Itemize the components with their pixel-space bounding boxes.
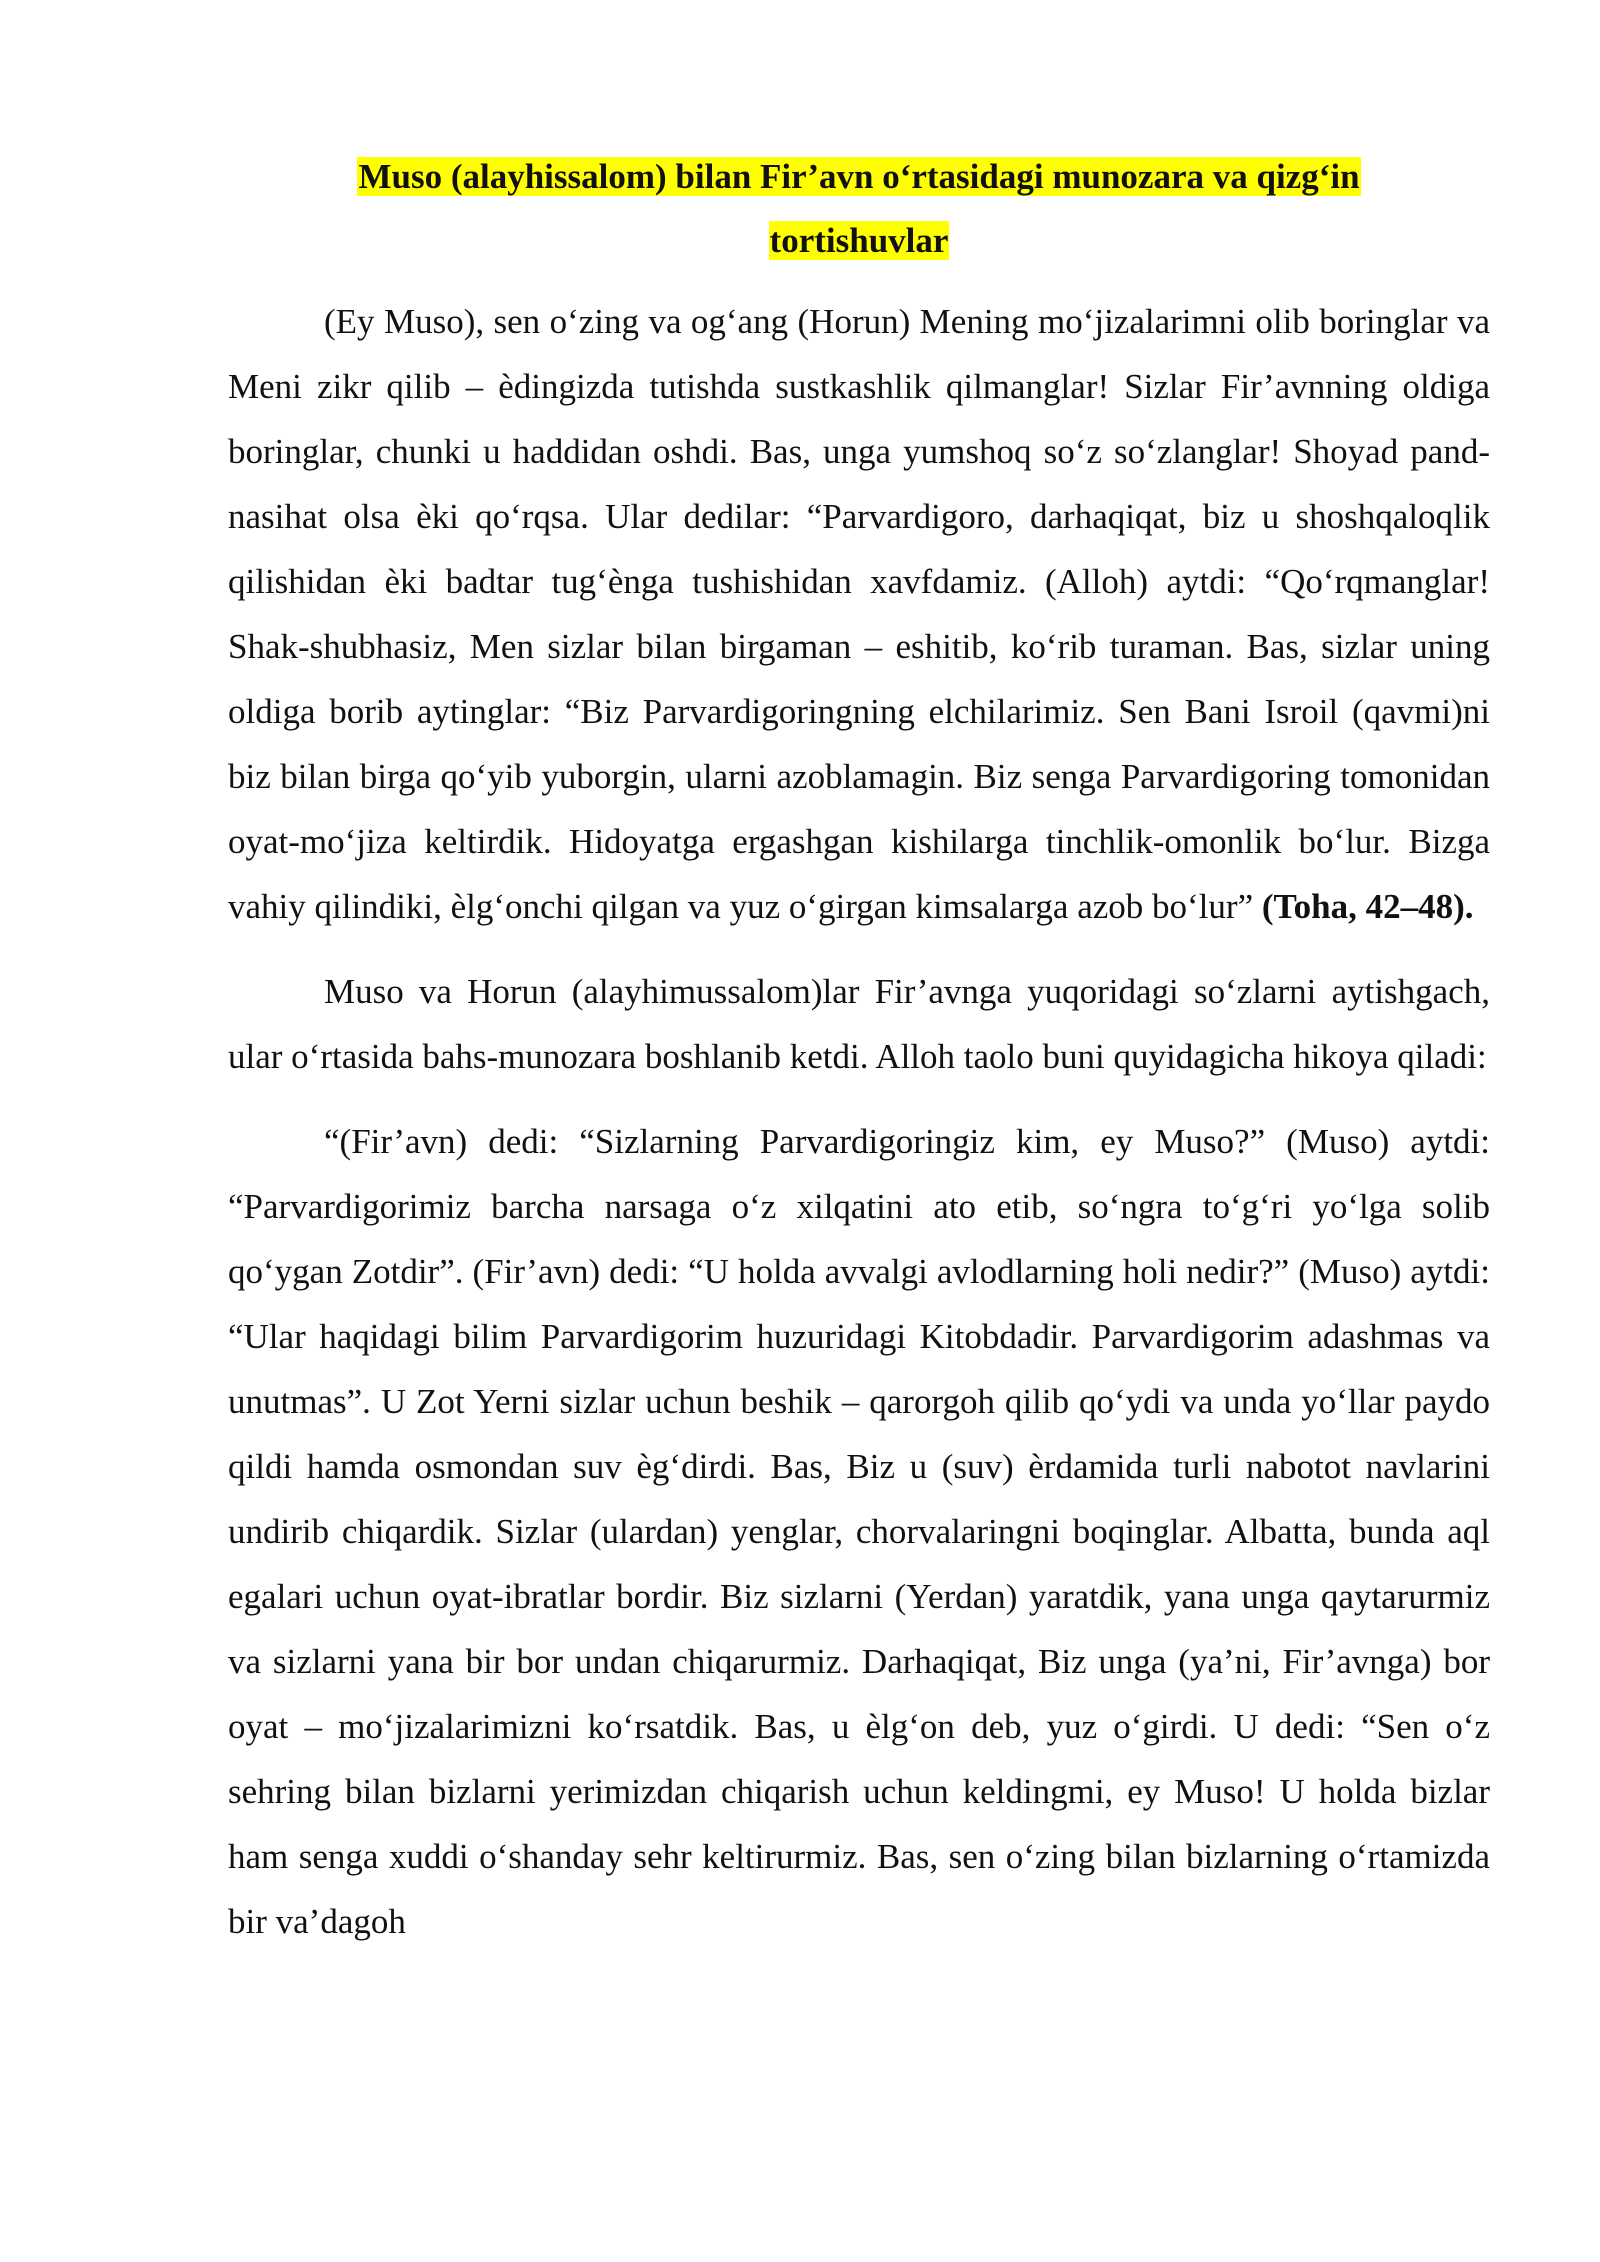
title-line-1: Muso (alayhissalom) bilan Fir’avn o‘rtasidagi munozara va qizg‘in — [358, 157, 1360, 196]
paragraph-3-text: “(Fir’avn) dedi: “Sizlarning Parvardigoringiz kim, ey Muso?” (Muso) aytdi: “Parvardigorimiz barcha narsaga o‘z xilqatini ato etib, so‘ngra to‘g‘ri yo‘lga solib qo‘ygan Zotdir”. (Fir’avn) dedi: “U holda avvalgi avlodlarning holi nedir?” (Muso) aytdi: “Ular haqidagi bilim Parvardigorim huzuridagi Kitobdadir. Parvardigorim adashmas va unutmas”. U Zot Yerni sizlar uchun beshik – qarorgoh qilib qo‘ydi va unda yo‘llar paydo qildi hamda osmondan suv èg‘dirdi. Bas, Biz u (suv) èrdamida turli nabotot navlarini undirib chiqardik. Sizlar (ulardan) yenglar, chorvalaringni boqinglar. Albatta, bunda aql egalari uchun oyat-ibratlar bordir. Biz sizlarni (Yerdan) yaratdik, yana unga qaytarurmiz va sizlarni yana bir bor undan chiqarurmiz. Darhaqiqat, Biz unga (ya’ni, Fir’avnga) bor oyat – mo‘jizalarimizni ko‘rsatdik. Bas, u èlg‘on deb, yuz o‘girdi. U dedi: “Sen o‘z sehring bilan bizlarni yerimizdan chiqarish uchun keldingmi, ey Muso! U holda bizlar ham senga xuddi o‘shanday sehr keltirurmiz. Bas, sen o‘zing bilan bizlarning o‘rtamizda bir va’dagoh — [228, 1122, 1490, 1941]
document-title — [228, 145, 1490, 273]
paragraph-3 — [228, 1109, 1490, 1954]
title-line-2: tortishuvlar — [769, 221, 949, 260]
document-body — [228, 145, 1490, 1974]
paragraph-1-reference: (Toha, 42–48). — [1261, 887, 1474, 926]
paragraph-1 — [228, 289, 1490, 939]
paragraph-2-text: Muso va Horun (alayhimussalom)lar Fir’avnga yuqoridagi so‘zlarni aytishgach, ular o‘rtasida bahs-munozara boshlanib ketdi. Alloh taolo buni quyidagicha hikoya qiladi: — [228, 972, 1490, 1076]
paragraph-1-text: (Ey Muso), sen o‘zing va og‘ang (Horun) Mening mo‘jizalarimni olib boringlar va Meni zikr qilib – èdingizda tutishda sustkashlik qilmanglar! Sizlar Fir’avnning oldiga boringlar, chunki u haddidan oshdi. Bas, unga yumshoq so‘z so‘zlanglar! Shoyad pand-nasihat olsa èki qo‘rqsa. Ular dedilar: “Parvardigoro, darhaqiqat, biz u shoshqaloqlik qilishidan èki badtar tug‘ènga tushishidan xavfdamiz. (Alloh) aytdi: “Qo‘rqmanglar! Shak-shubhasiz, Men sizlar bilan birgaman – eshitib, ko‘rib turaman. Bas, sizlar uning oldiga borib aytinglar: “Biz Parvardigoringning elchilarimiz. Sen Bani Isroil (qavmi)ni biz bilan birga qo‘yib yuborgin, ularni azoblamagin. Biz senga Parvardigoring tomonidan oyat-mo‘jiza keltirdik. Hidoyatga ergashgan kishilarga tinchlik-omonlik bo‘lur. Bizga vahiy qilindiki, èlg‘onchi qilgan va yuz o‘girgan kimsalarga azob bo‘lur” — [228, 302, 1490, 926]
paragraph-2 — [228, 959, 1490, 1089]
